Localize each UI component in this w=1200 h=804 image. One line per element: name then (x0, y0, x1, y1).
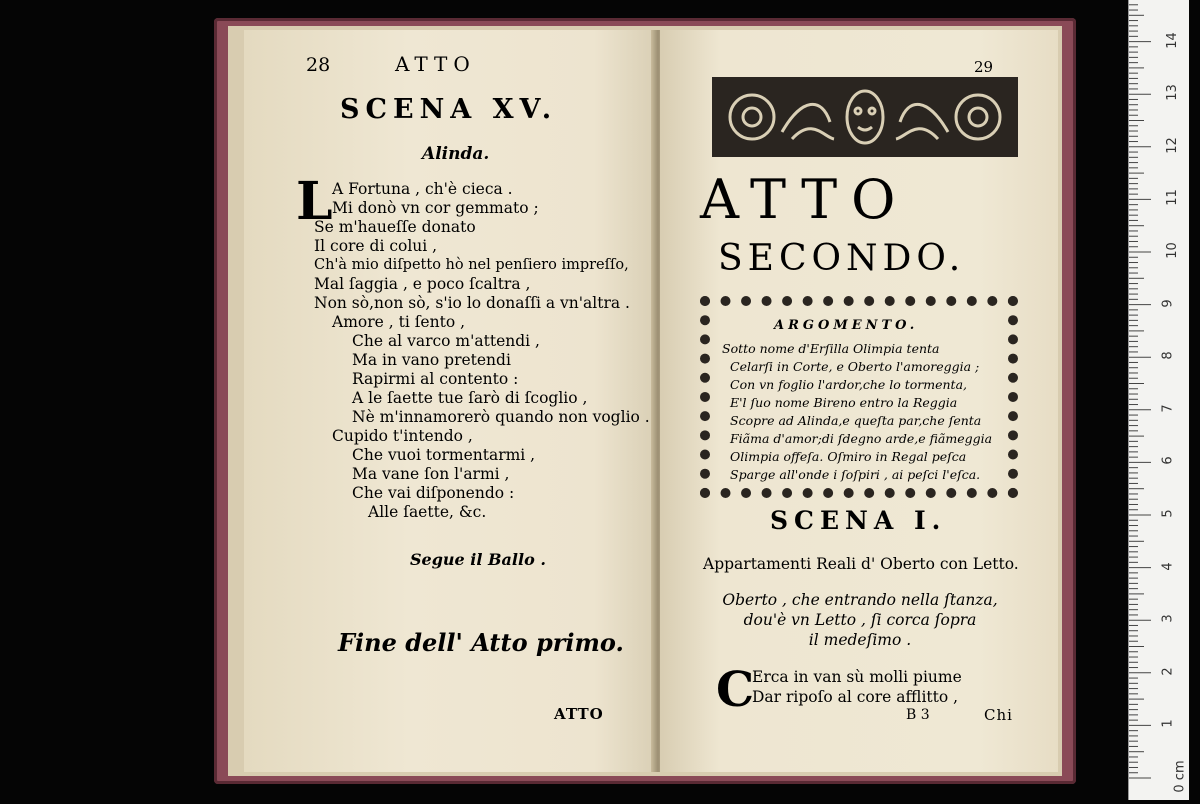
argomento-line: Fiãma d'amor;di ſdegno arde,e fiãmeggia (730, 431, 993, 446)
verse-line: Cupido t'intendo , (332, 427, 473, 445)
verse-line: Se m'haueſſe donato (314, 218, 476, 236)
ruler-ticks (1129, 0, 1189, 800)
verse-line: Alle ſaette, &c. (368, 503, 487, 521)
catchword-left: ATTO (554, 705, 604, 723)
verse-line: Non sò,non sò, s'io lo donaſſi a vn'altra . (314, 294, 630, 312)
ruler-label: 3 (1160, 614, 1176, 623)
segue-line: Segue il Ballo . (410, 550, 546, 569)
verse-line: Mi donò vn cor gemmato ; (332, 199, 539, 217)
drop-cap-c: C (716, 662, 755, 718)
signature-mark: B 3 (906, 707, 930, 723)
measuring-ruler (1128, 0, 1189, 800)
ruler-label: 0 cm (1172, 760, 1188, 793)
stage-direction (700, 590, 1020, 650)
running-head: ATTO (395, 52, 476, 76)
verse-line: Ch'à mio diſpetto hò nel penſiero impreſſo, (314, 257, 629, 273)
speaker-name: Alinda. (422, 144, 490, 164)
argomento-line: Sparge all'onde i ſoſpiri , ai peſci l'eſca. (730, 467, 981, 482)
verse-line: Nè m'innamorerò quando non voglio . (352, 408, 650, 426)
scene-setting: Appartamenti Reali d' Oberto con Letto. (703, 555, 1019, 573)
ruler-label: 10 (1164, 242, 1180, 259)
verse-line: Che vuoi tormentarmi , (352, 446, 536, 464)
argomento-line: E'l ſuo nome Bireno entro la Reggia (730, 395, 958, 410)
argomento-line: Olimpia offeſa. Oſmiro in Regal peſca (730, 449, 967, 464)
ruler-label: 7 (1160, 404, 1176, 413)
catchword-right: Chi (984, 706, 1013, 724)
ruler-label: 9 (1160, 298, 1176, 308)
argomento-line: Celarſi in Corte, e Oberto l'amoreggia ; (730, 359, 980, 374)
verse-line: Che al varco m'attendi , (352, 332, 540, 350)
scene-title: SCENA XV. (340, 94, 558, 125)
verse-line: Che vai diſponendo : (352, 484, 515, 502)
drop-cap-l: L (296, 171, 333, 232)
ruler-label: 4 (1160, 561, 1176, 571)
argomento-line: Scopre ad Alinda,e queſta par,che ſenta (730, 413, 982, 428)
argomento-line: Con vn foglio l'ardor,che lo tormenta, (730, 377, 968, 392)
ornament-graphic (712, 77, 1018, 157)
ruler-label: 14 (1164, 31, 1180, 49)
act-subtitle: SECONDO. (718, 238, 966, 279)
verse-line: Erca in van sù molli piume (752, 668, 962, 686)
ruler-label: 13 (1164, 84, 1180, 101)
ruler-label: 12 (1164, 137, 1180, 154)
ruler-label: 1 (1160, 719, 1176, 729)
verse-line: Amore , ti ſento , (332, 313, 466, 331)
verse-line: Ma vane ſon l'armi , (352, 465, 510, 483)
ruler-label: 2 (1160, 667, 1176, 676)
stage-direction-line: dou'è vn Letto , ſi corca ſopra (743, 611, 977, 629)
act-title: ATTO (700, 168, 910, 231)
ruler-label: 5 (1160, 509, 1176, 518)
woodcut-ornament (712, 77, 1018, 157)
verse-line: A Fortuna , ch'è cieca . (332, 180, 513, 198)
stage-direction-line: il medeſimo . (808, 631, 912, 649)
left-page-number: 28 (306, 54, 331, 76)
verse-line: Dar ripoſo al core afflitto , (752, 688, 959, 706)
verse-line: Mal ſaggia , e poco ſcaltra , (314, 275, 531, 293)
verse-line: A le ſaette tue ſarò di ſcoglio , (352, 389, 588, 407)
verse-line: Il core di colui , (314, 237, 438, 255)
right-page-number: 29 (974, 58, 994, 76)
fine-atto: Fine dell' Atto primo. (338, 628, 624, 657)
verse-line: Ma in vano pretendi (352, 351, 511, 369)
verse-line: Rapirmi al contento : (352, 370, 519, 388)
argomento-title: ARGOMENTO. (774, 318, 919, 333)
ruler-label: 11 (1164, 189, 1180, 207)
stage-direction-line: Oberto , che entrando nella ſtanza, (722, 591, 998, 609)
argomento-line: Sotto nome d'Erſilla Olimpia tenta (722, 341, 940, 356)
ruler-label: 8 (1160, 351, 1176, 360)
ruler-label: 6 (1160, 456, 1176, 466)
scene-one-title: SCENA I. (770, 506, 947, 535)
